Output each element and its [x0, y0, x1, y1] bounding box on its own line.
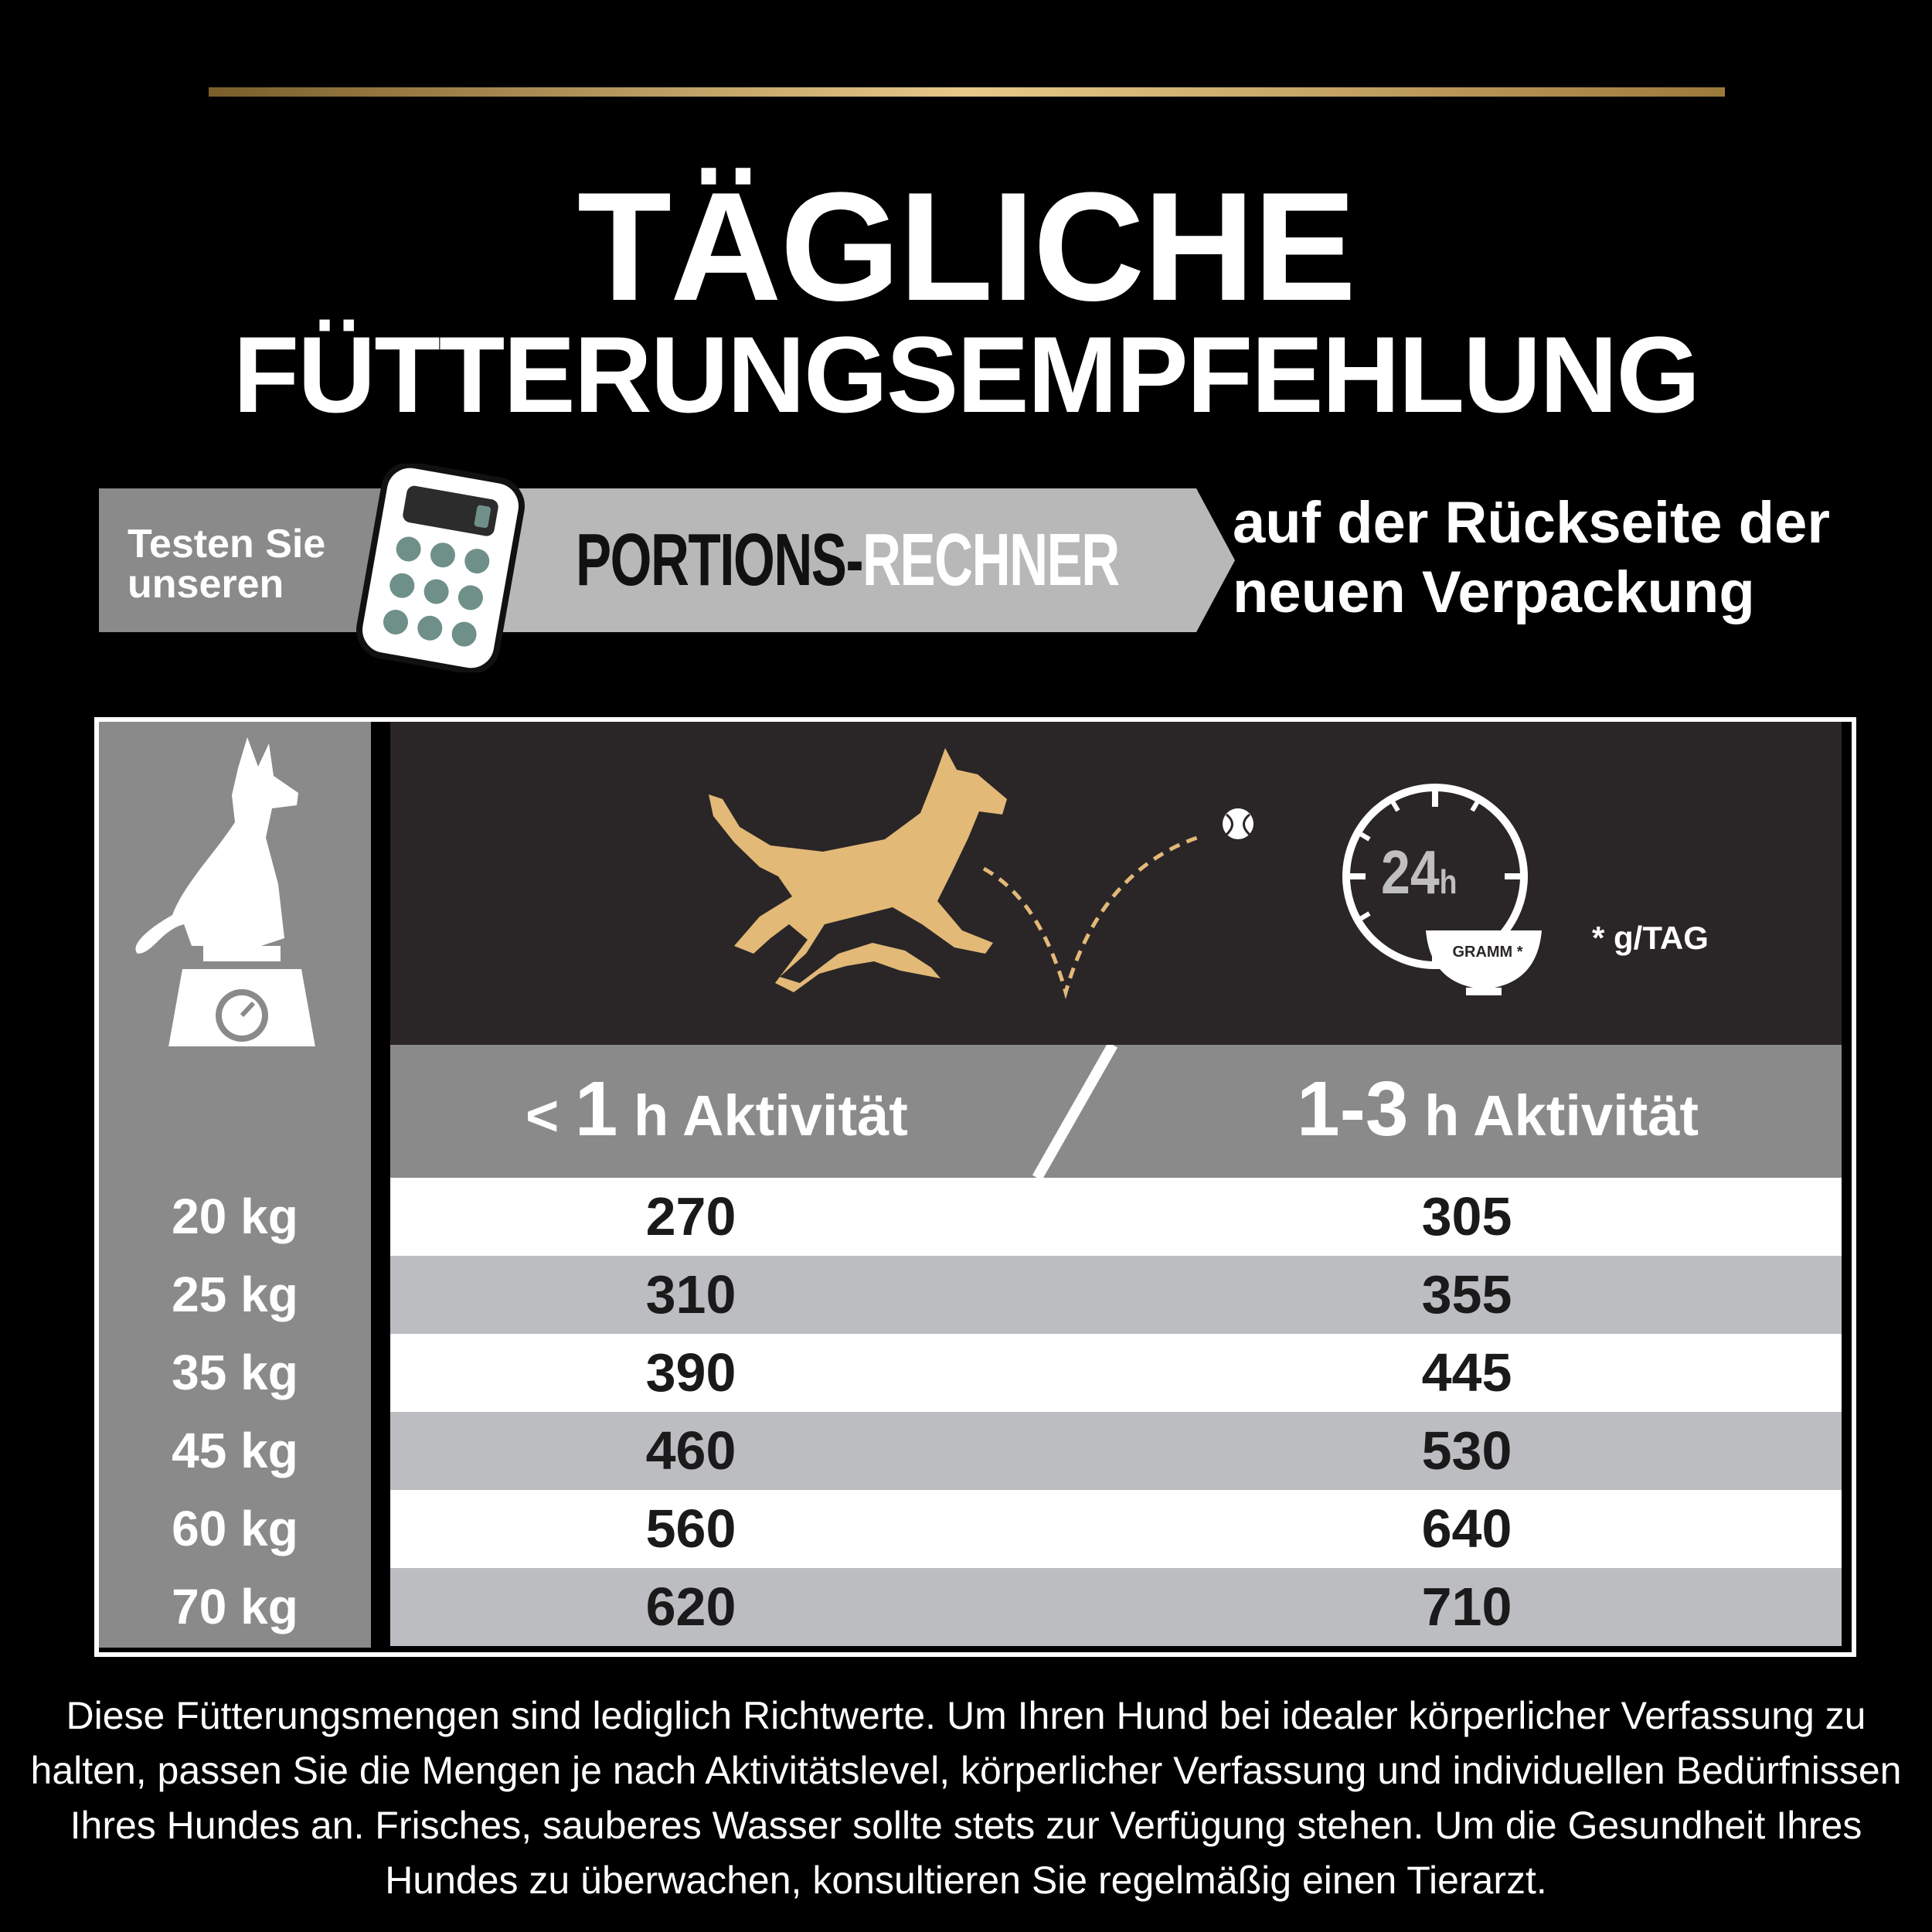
table-row — [99, 1568, 1842, 1646]
high-activity-cell: 355 — [1421, 1264, 1512, 1325]
high-activity-cell: 640 — [1421, 1498, 1512, 1559]
weight-cell: 45 kg — [172, 1423, 298, 1478]
high-activity-cell: 305 — [1421, 1186, 1512, 1247]
high-activity-cell: 445 — [1421, 1342, 1512, 1403]
table-header-illustration — [390, 722, 1842, 1045]
low-activity-cell: 270 — [645, 1186, 736, 1247]
table-row — [99, 1490, 1842, 1568]
bowl-label: GRAMM * — [1452, 944, 1523, 961]
gold-divider — [209, 87, 1725, 97]
bowl-icon — [1426, 930, 1542, 995]
calculator-icon — [352, 464, 529, 676]
banner-intro-text: Testen Sie unseren — [128, 522, 326, 607]
weight-cell: 35 kg — [172, 1345, 298, 1400]
table-row — [99, 1178, 1842, 1256]
low-activity-cell: 390 — [645, 1342, 736, 1403]
table-row — [99, 1256, 1842, 1334]
table-row — [99, 1412, 1842, 1490]
activity-col-low: < 1 h Aktivität — [526, 1066, 908, 1152]
unit-label: * g/TAG — [1592, 920, 1709, 956]
activity-col-high: 1-3 h Aktivität — [1297, 1066, 1699, 1152]
weight-cell: 20 kg — [172, 1189, 298, 1244]
banner-title: PORTIONS-RECHNER — [576, 519, 1119, 601]
running-dog-icon — [709, 748, 1007, 992]
page-title-line2: FÜTTERUNGSEMPFEHLUNG — [233, 314, 1699, 435]
low-activity-cell: 460 — [645, 1420, 736, 1481]
weight-cell: 70 kg — [172, 1579, 298, 1634]
clock-label: 24h — [1381, 838, 1458, 906]
table-row — [99, 1334, 1842, 1412]
feeding-disclaimer: Diese Fütterungsmengen sind lediglich Richtwerte. Um Ihren Hund bei idealer körperlicher Verfassung zu halten, passen Sie die Mengen je nach Aktivitätslevel, körperlicher Verfassung und individuellen Bedürfnissen Ihres Hundes an. Frisches, sauberes Wasser sollte stets zur Verfügung stehen. Um die Gesundheit Ihres Hundes zu überwachen, konsultieren Sie regelmäßig einen Tierarzt. — [30, 1694, 1902, 1902]
table-body — [99, 1178, 1842, 1646]
low-activity-cell: 620 — [645, 1577, 736, 1637]
high-activity-cell: 710 — [1421, 1577, 1512, 1637]
dog-on-scale-icon — [99, 722, 371, 1046]
banner-location-text: auf der Rückseite der neuen Verpackung — [1233, 490, 1830, 625]
ball-icon — [1223, 808, 1253, 839]
low-activity-cell: 310 — [645, 1264, 736, 1325]
weight-cell: 25 kg — [172, 1267, 298, 1322]
low-activity-cell: 560 — [645, 1498, 736, 1559]
weight-cell: 60 kg — [172, 1501, 298, 1556]
page-title-line1: TÄGLICHE — [577, 161, 1355, 333]
high-activity-cell: 530 — [1421, 1420, 1512, 1481]
trajectory-line — [984, 836, 1202, 992]
